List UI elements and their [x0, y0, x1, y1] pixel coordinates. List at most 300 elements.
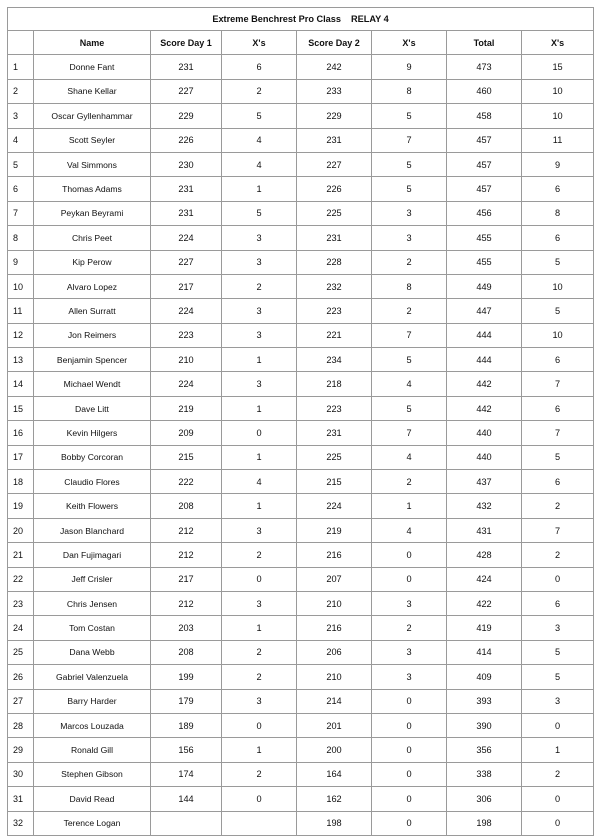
score-day-2-cell: 231: [297, 226, 372, 250]
xs-day-1-cell: 0: [222, 713, 297, 737]
xs-day-1-cell: 2: [222, 543, 297, 567]
header-total: Total: [447, 31, 522, 55]
name-cell: Allen Surratt: [34, 299, 151, 323]
header-xs-total: X's: [522, 31, 594, 55]
xs-total-cell: 6: [522, 226, 594, 250]
score-day-2-cell: 225: [297, 445, 372, 469]
xs-day-2-cell: 2: [372, 299, 447, 323]
score-day-2-cell: 227: [297, 152, 372, 176]
score-day-2-cell: 198: [297, 811, 372, 835]
title-row: [8, 8, 594, 31]
xs-total-cell: 0: [522, 713, 594, 737]
xs-day-1-cell: 1: [222, 445, 297, 469]
rank-cell: 22: [8, 567, 34, 591]
score-day-2-cell: 210: [297, 591, 372, 615]
xs-total-cell: 6: [522, 396, 594, 420]
xs-total-cell: 7: [522, 421, 594, 445]
name-cell: Chris Peet: [34, 226, 151, 250]
score-day-1-cell: 210: [151, 348, 222, 372]
total-cell: 457: [447, 177, 522, 201]
header-xs-day-2: X's: [372, 31, 447, 55]
score-day-1-cell: 144: [151, 787, 222, 811]
score-day-2-cell: 215: [297, 470, 372, 494]
total-cell: 432: [447, 494, 522, 518]
rank-cell: 17: [8, 445, 34, 469]
rank-cell: 20: [8, 518, 34, 542]
xs-total-cell: 0: [522, 567, 594, 591]
name-cell: Claudio Flores: [34, 470, 151, 494]
score-day-1-cell: 208: [151, 640, 222, 664]
table-row: [8, 55, 594, 79]
total-cell: 473: [447, 55, 522, 79]
score-day-2-cell: 214: [297, 689, 372, 713]
score-day-1-cell: 231: [151, 201, 222, 225]
score-day-1-cell: 189: [151, 713, 222, 737]
table-row: [8, 567, 594, 591]
xs-day-2-cell: 0: [372, 713, 447, 737]
xs-day-2-cell: 3: [372, 201, 447, 225]
table-row: [8, 591, 594, 615]
rank-cell: 7: [8, 201, 34, 225]
name-cell: Marcos Louzada: [34, 713, 151, 737]
table-row: [8, 543, 594, 567]
rank-cell: 12: [8, 323, 34, 347]
name-cell: Chris Jensen: [34, 591, 151, 615]
total-cell: 409: [447, 665, 522, 689]
score-day-1-cell: 217: [151, 274, 222, 298]
table-row: [8, 518, 594, 542]
score-day-1-cell: 224: [151, 299, 222, 323]
xs-day-2-cell: 5: [372, 396, 447, 420]
name-cell: Kip Perow: [34, 250, 151, 274]
xs-total-cell: 3: [522, 689, 594, 713]
rank-cell: 31: [8, 787, 34, 811]
xs-total-cell: 8: [522, 201, 594, 225]
total-cell: 456: [447, 201, 522, 225]
xs-total-cell: 6: [522, 591, 594, 615]
score-day-1-cell: 174: [151, 762, 222, 786]
xs-day-2-cell: 3: [372, 591, 447, 615]
xs-total-cell: 15: [522, 55, 594, 79]
score-day-2-cell: 201: [297, 713, 372, 737]
score-day-2-cell: 200: [297, 738, 372, 762]
total-cell: 356: [447, 738, 522, 762]
score-day-1-cell: 217: [151, 567, 222, 591]
table-row: [8, 274, 594, 298]
xs-day-2-cell: 0: [372, 762, 447, 786]
rank-cell: 5: [8, 152, 34, 176]
name-cell: Dave Litt: [34, 396, 151, 420]
table-row: [8, 177, 594, 201]
xs-day-1-cell: 1: [222, 348, 297, 372]
total-cell: 455: [447, 250, 522, 274]
results-body: [8, 55, 594, 836]
score-day-1-cell: 156: [151, 738, 222, 762]
score-day-1-cell: 230: [151, 152, 222, 176]
name-cell: Michael Wendt: [34, 372, 151, 396]
score-day-1-cell: 209: [151, 421, 222, 445]
score-day-2-cell: 221: [297, 323, 372, 347]
header-score-day-1: Score Day 1: [151, 31, 222, 55]
name-cell: Benjamin Spencer: [34, 348, 151, 372]
xs-total-cell: 5: [522, 299, 594, 323]
score-day-2-cell: 223: [297, 396, 372, 420]
score-day-1-cell: 222: [151, 470, 222, 494]
xs-day-2-cell: 7: [372, 421, 447, 445]
name-cell: Jon Reimers: [34, 323, 151, 347]
table-row: [8, 396, 594, 420]
total-cell: 428: [447, 543, 522, 567]
score-day-2-cell: 242: [297, 55, 372, 79]
score-day-2-cell: 216: [297, 616, 372, 640]
name-cell: Gabriel Valenzuela: [34, 665, 151, 689]
xs-day-1-cell: 5: [222, 201, 297, 225]
header-xs-day-1: X's: [222, 31, 297, 55]
xs-day-1-cell: 0: [222, 787, 297, 811]
xs-day-1-cell: 1: [222, 177, 297, 201]
table-row: [8, 689, 594, 713]
xs-day-2-cell: 8: [372, 274, 447, 298]
total-cell: 458: [447, 104, 522, 128]
table-row: [8, 470, 594, 494]
xs-day-2-cell: 4: [372, 372, 447, 396]
xs-day-2-cell: 0: [372, 811, 447, 835]
rank-cell: 28: [8, 713, 34, 737]
score-day-2-cell: 218: [297, 372, 372, 396]
rank-cell: 29: [8, 738, 34, 762]
score-day-1-cell: 231: [151, 177, 222, 201]
score-day-1-cell: 179: [151, 689, 222, 713]
header-score-day-2: Score Day 2: [297, 31, 372, 55]
score-day-1-cell: 215: [151, 445, 222, 469]
rank-cell: 30: [8, 762, 34, 786]
xs-total-cell: 7: [522, 518, 594, 542]
score-day-2-cell: 162: [297, 787, 372, 811]
rank-cell: 9: [8, 250, 34, 274]
xs-total-cell: 3: [522, 616, 594, 640]
xs-day-2-cell: 2: [372, 250, 447, 274]
table-row: [8, 762, 594, 786]
xs-day-1-cell: 3: [222, 518, 297, 542]
total-cell: 455: [447, 226, 522, 250]
total-cell: 390: [447, 713, 522, 737]
score-day-1-cell: 212: [151, 518, 222, 542]
table-title: [8, 8, 594, 31]
header-name: Name: [34, 31, 151, 55]
name-cell: Tom Costan: [34, 616, 151, 640]
xs-total-cell: 11: [522, 128, 594, 152]
table-row: [8, 811, 594, 835]
rank-cell: 24: [8, 616, 34, 640]
rank-cell: 26: [8, 665, 34, 689]
score-day-2-cell: 234: [297, 348, 372, 372]
xs-day-1-cell: 1: [222, 616, 297, 640]
table-row: [8, 421, 594, 445]
xs-total-cell: 6: [522, 348, 594, 372]
total-cell: 457: [447, 128, 522, 152]
xs-day-2-cell: 0: [372, 738, 447, 762]
rank-cell: 32: [8, 811, 34, 835]
xs-day-2-cell: 0: [372, 543, 447, 567]
score-day-1-cell: 227: [151, 79, 222, 103]
xs-day-1-cell: 3: [222, 591, 297, 615]
total-cell: 422: [447, 591, 522, 615]
total-cell: 444: [447, 323, 522, 347]
score-day-1-cell: 223: [151, 323, 222, 347]
xs-day-1-cell: 4: [222, 128, 297, 152]
xs-total-cell: 6: [522, 470, 594, 494]
rank-cell: 8: [8, 226, 34, 250]
total-cell: 437: [447, 470, 522, 494]
xs-day-2-cell: 1: [372, 494, 447, 518]
score-day-2-cell: 231: [297, 128, 372, 152]
xs-day-1-cell: 3: [222, 299, 297, 323]
table-row: [8, 348, 594, 372]
xs-total-cell: 2: [522, 494, 594, 518]
score-day-1-cell: 208: [151, 494, 222, 518]
name-cell: Barry Harder: [34, 689, 151, 713]
rank-cell: 13: [8, 348, 34, 372]
table-row: [8, 299, 594, 323]
xs-day-2-cell: 5: [372, 152, 447, 176]
name-cell: Jeff Crisler: [34, 567, 151, 591]
xs-day-1-cell: 6: [222, 55, 297, 79]
table-row: [8, 226, 594, 250]
xs-day-2-cell: 7: [372, 323, 447, 347]
xs-day-1-cell: 2: [222, 274, 297, 298]
xs-day-1-cell: 1: [222, 396, 297, 420]
name-cell: Peykan Beyrami: [34, 201, 151, 225]
name-cell: Stephen Gibson: [34, 762, 151, 786]
score-day-1-cell: [151, 811, 222, 835]
xs-total-cell: 10: [522, 274, 594, 298]
score-day-1-cell: 219: [151, 396, 222, 420]
header-rank: [8, 31, 34, 55]
table-row: [8, 640, 594, 664]
score-day-2-cell: 206: [297, 640, 372, 664]
xs-day-2-cell: 4: [372, 518, 447, 542]
score-day-1-cell: 229: [151, 104, 222, 128]
xs-day-1-cell: 0: [222, 421, 297, 445]
score-day-2-cell: 164: [297, 762, 372, 786]
score-day-2-cell: 226: [297, 177, 372, 201]
total-cell: 198: [447, 811, 522, 835]
rank-cell: 27: [8, 689, 34, 713]
table-row: [8, 665, 594, 689]
table-row: [8, 372, 594, 396]
xs-day-1-cell: 3: [222, 323, 297, 347]
score-day-2-cell: 223: [297, 299, 372, 323]
score-day-2-cell: 225: [297, 201, 372, 225]
rank-cell: 21: [8, 543, 34, 567]
score-day-1-cell: 203: [151, 616, 222, 640]
xs-total-cell: 10: [522, 104, 594, 128]
table-row: [8, 494, 594, 518]
rank-cell: 10: [8, 274, 34, 298]
score-day-2-cell: 219: [297, 518, 372, 542]
title-text: Extreme Benchrest Pro Class: [212, 14, 341, 24]
name-cell: Thomas Adams: [34, 177, 151, 201]
score-day-1-cell: 212: [151, 591, 222, 615]
name-cell: Terence Logan: [34, 811, 151, 835]
score-day-2-cell: 231: [297, 421, 372, 445]
table-row: [8, 104, 594, 128]
xs-total-cell: 7: [522, 372, 594, 396]
xs-day-2-cell: 8: [372, 79, 447, 103]
total-cell: 338: [447, 762, 522, 786]
rank-cell: 25: [8, 640, 34, 664]
xs-total-cell: 5: [522, 665, 594, 689]
rank-cell: 6: [8, 177, 34, 201]
rank-cell: 19: [8, 494, 34, 518]
score-day-2-cell: 224: [297, 494, 372, 518]
table-row: [8, 738, 594, 762]
name-cell: Val Simmons: [34, 152, 151, 176]
total-cell: 457: [447, 152, 522, 176]
name-cell: Alvaro Lopez: [34, 274, 151, 298]
rank-cell: 23: [8, 591, 34, 615]
table-row: [8, 128, 594, 152]
table-row: [8, 201, 594, 225]
xs-total-cell: 2: [522, 762, 594, 786]
score-day-1-cell: 224: [151, 372, 222, 396]
total-cell: 440: [447, 421, 522, 445]
xs-day-2-cell: 5: [372, 348, 447, 372]
xs-day-2-cell: 9: [372, 55, 447, 79]
xs-total-cell: 2: [522, 543, 594, 567]
score-day-2-cell: 233: [297, 79, 372, 103]
total-cell: 449: [447, 274, 522, 298]
xs-day-2-cell: 0: [372, 689, 447, 713]
xs-day-1-cell: 4: [222, 152, 297, 176]
xs-day-1-cell: 2: [222, 665, 297, 689]
table-row: [8, 616, 594, 640]
xs-day-2-cell: 4: [372, 445, 447, 469]
total-cell: 444: [447, 348, 522, 372]
total-cell: 414: [447, 640, 522, 664]
xs-day-1-cell: 3: [222, 226, 297, 250]
xs-total-cell: 0: [522, 787, 594, 811]
total-cell: 447: [447, 299, 522, 323]
name-cell: Shane Kellar: [34, 79, 151, 103]
name-cell: Jason Blanchard: [34, 518, 151, 542]
total-cell: 431: [447, 518, 522, 542]
xs-day-1-cell: 0: [222, 567, 297, 591]
rank-cell: 2: [8, 79, 34, 103]
name-cell: Dana Webb: [34, 640, 151, 664]
score-day-2-cell: 210: [297, 665, 372, 689]
xs-day-1-cell: 5: [222, 104, 297, 128]
rank-cell: 1: [8, 55, 34, 79]
score-day-2-cell: 216: [297, 543, 372, 567]
xs-day-1-cell: 2: [222, 762, 297, 786]
xs-total-cell: 10: [522, 79, 594, 103]
total-cell: 306: [447, 787, 522, 811]
total-cell: 424: [447, 567, 522, 591]
xs-day-1-cell: 3: [222, 689, 297, 713]
xs-day-2-cell: 7: [372, 128, 447, 152]
xs-total-cell: 10: [522, 323, 594, 347]
table-row: [8, 713, 594, 737]
rank-cell: 11: [8, 299, 34, 323]
name-cell: Bobby Corcoran: [34, 445, 151, 469]
rank-cell: 3: [8, 104, 34, 128]
score-day-1-cell: 226: [151, 128, 222, 152]
total-cell: 440: [447, 445, 522, 469]
xs-day-2-cell: 3: [372, 640, 447, 664]
score-day-1-cell: 227: [151, 250, 222, 274]
xs-day-1-cell: 3: [222, 250, 297, 274]
total-cell: 442: [447, 396, 522, 420]
header-row: [8, 31, 594, 55]
xs-day-2-cell: 3: [372, 226, 447, 250]
score-day-2-cell: 229: [297, 104, 372, 128]
xs-day-2-cell: 5: [372, 177, 447, 201]
xs-total-cell: 5: [522, 640, 594, 664]
xs-day-2-cell: 5: [372, 104, 447, 128]
name-cell: David Read: [34, 787, 151, 811]
total-cell: 460: [447, 79, 522, 103]
table-row: [8, 152, 594, 176]
xs-total-cell: 0: [522, 811, 594, 835]
score-day-1-cell: 212: [151, 543, 222, 567]
name-cell: Oscar Gyllenhammar: [34, 104, 151, 128]
score-day-1-cell: 199: [151, 665, 222, 689]
table-row: [8, 323, 594, 347]
name-cell: Donne Fant: [34, 55, 151, 79]
xs-total-cell: 9: [522, 152, 594, 176]
xs-day-1-cell: 4: [222, 470, 297, 494]
total-cell: 419: [447, 616, 522, 640]
score-day-2-cell: 228: [297, 250, 372, 274]
table-row: [8, 250, 594, 274]
relay-label: RELAY 4: [351, 14, 389, 24]
xs-total-cell: 1: [522, 738, 594, 762]
table-row: [8, 787, 594, 811]
score-day-2-cell: 207: [297, 567, 372, 591]
score-day-1-cell: 231: [151, 55, 222, 79]
name-cell: Kevin Hilgers: [34, 421, 151, 445]
xs-day-1-cell: 2: [222, 79, 297, 103]
xs-total-cell: 6: [522, 177, 594, 201]
total-cell: 393: [447, 689, 522, 713]
results-sheet: [7, 7, 593, 836]
xs-day-1-cell: [222, 811, 297, 835]
name-cell: Ronald Gill: [34, 738, 151, 762]
xs-day-1-cell: 1: [222, 494, 297, 518]
name-cell: Scott Seyler: [34, 128, 151, 152]
table-row: [8, 445, 594, 469]
name-cell: Dan Fujimagari: [34, 543, 151, 567]
rank-cell: 16: [8, 421, 34, 445]
xs-day-2-cell: 0: [372, 787, 447, 811]
xs-day-2-cell: 2: [372, 470, 447, 494]
rank-cell: 14: [8, 372, 34, 396]
score-day-1-cell: 224: [151, 226, 222, 250]
results-table: [7, 7, 594, 836]
xs-day-2-cell: 0: [372, 567, 447, 591]
name-cell: Keith Flowers: [34, 494, 151, 518]
xs-day-2-cell: 3: [372, 665, 447, 689]
xs-day-1-cell: 3: [222, 372, 297, 396]
xs-day-1-cell: 1: [222, 738, 297, 762]
rank-cell: 4: [8, 128, 34, 152]
table-row: [8, 79, 594, 103]
score-day-2-cell: 232: [297, 274, 372, 298]
rank-cell: 15: [8, 396, 34, 420]
xs-day-1-cell: 2: [222, 640, 297, 664]
rank-cell: 18: [8, 470, 34, 494]
